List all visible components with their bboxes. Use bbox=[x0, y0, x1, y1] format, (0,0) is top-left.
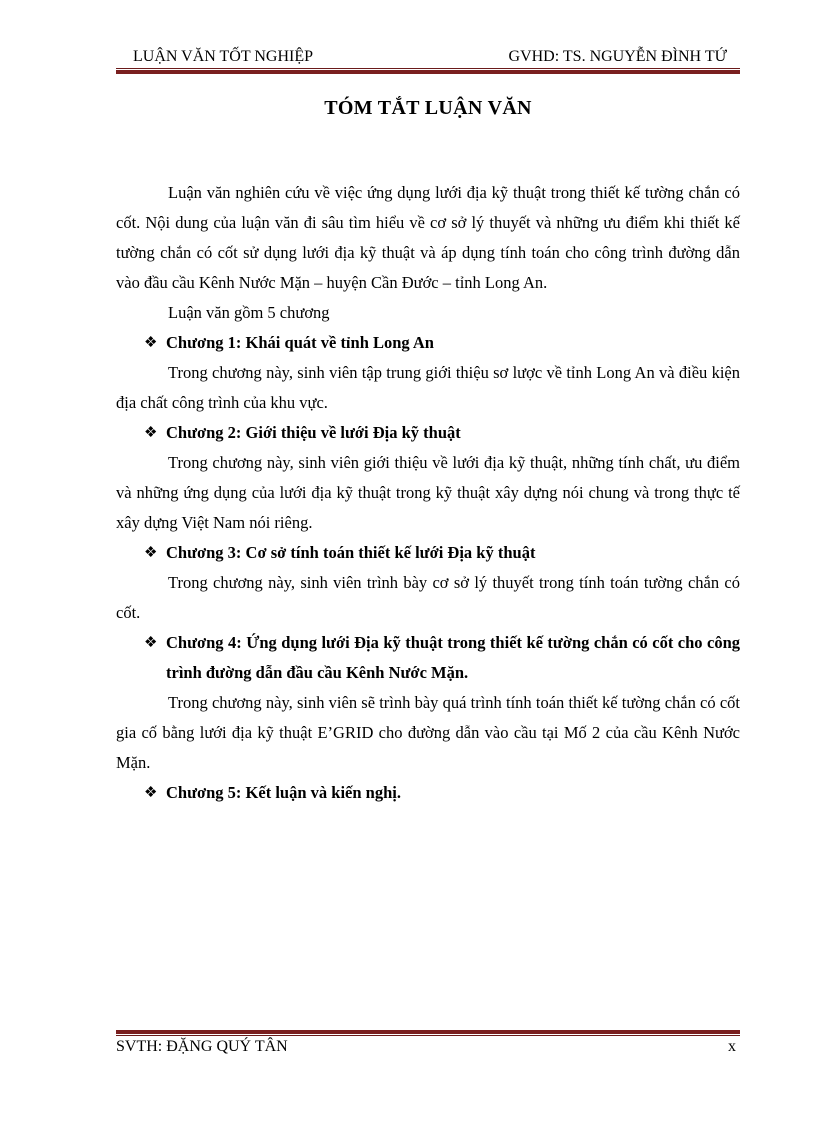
header-left: LUẬN VĂN TỐT NGHIỆP bbox=[133, 48, 313, 65]
header-rule-thick bbox=[116, 70, 740, 74]
chapter-heading: Chương 4: Ứng dụng lưới Địa kỹ thuật trong thiết kế tường chắn có cốt cho công trình đường dẫn đầu cầu Kênh Nước Mặn. bbox=[166, 633, 740, 682]
page-header bbox=[116, 48, 740, 68]
chapter-1-heading bbox=[116, 328, 740, 358]
footer-rule-thin bbox=[116, 1035, 740, 1036]
summary-body bbox=[116, 178, 740, 808]
diamond-bullet-icon: ❖ bbox=[144, 335, 158, 351]
footer-author: SVTH: ĐẶNG QUÝ TÂN bbox=[116, 1038, 288, 1055]
chapter-heading: Chương 5: Kết luận và kiến nghị. bbox=[166, 783, 401, 802]
page-number: x bbox=[728, 1038, 736, 1055]
diamond-bullet-icon: ❖ bbox=[144, 545, 158, 561]
chapter-heading: Chương 2: Giới thiệu về lưới Địa kỹ thuật bbox=[166, 423, 461, 442]
chapter-2-heading bbox=[116, 418, 740, 448]
chapters-count: Luận văn gồm 5 chương bbox=[168, 303, 330, 322]
footer-rule-thick bbox=[116, 1030, 740, 1034]
chapter-2-text: Trong chương này, sinh viên giới thiệu về lưới địa kỹ thuật, những tính chất, ưu điểm và những ứng dụng của lưới địa kỹ thuật trong kỹ thuật xây dựng nói chung và trong thực tế xây dựng Việt Nam nói riêng. bbox=[116, 453, 740, 532]
chapter-4-heading bbox=[116, 628, 740, 688]
intro-paragraph: Luận văn nghiên cứu về việc ứng dụng lưới địa kỹ thuật trong thiết kế tường chắn có cốt. Nội dung của luận văn đi sâu tìm hiểu về cơ sở lý thuyết và những ưu điểm khi thiết kế tường chắn có cốt sử dụng lưới địa kỹ thuật và áp dụng tính toán cho công trình đường dẫn vào đầu cầu Kênh Nước Mặn – huyện Cần Đước – tỉnh Long An. bbox=[116, 183, 740, 292]
chapter-5-heading bbox=[116, 778, 740, 808]
chapter-3-text: Trong chương này, sinh viên trình bày cơ sở lý thuyết trong tính toán tường chắn có cốt. bbox=[116, 573, 740, 622]
chapter-heading: Chương 3: Cơ sở tính toán thiết kế lưới Địa kỹ thuật bbox=[166, 543, 536, 562]
chapter-4-text: Trong chương này, sinh viên sẽ trình bày quá trình tính toán thiết kế tường chắn có cốt gia cố bằng lưới địa kỹ thuật E’GRID cho đường dẫn vào cầu tại Mố 2 của cầu Kênh Nước Mặn. bbox=[116, 693, 740, 772]
chapter-heading: Chương 1: Khái quát về tỉnh Long An bbox=[166, 333, 434, 352]
chapter-1-text: Trong chương này, sinh viên tập trung giới thiệu sơ lược về tỉnh Long An và điều kiện địa chất công trình của khu vực. bbox=[116, 363, 740, 412]
header-right: GVHD: TS. NGUYỄN ĐÌNH TỨ bbox=[508, 48, 727, 65]
diamond-bullet-icon: ❖ bbox=[144, 785, 158, 801]
page-title: TÓM TẮT LUẬN VĂN bbox=[324, 97, 532, 119]
diamond-bullet-icon: ❖ bbox=[144, 425, 158, 441]
header-rule-thin bbox=[116, 68, 740, 69]
chapter-3-heading bbox=[116, 538, 740, 568]
diamond-bullet-icon: ❖ bbox=[144, 635, 158, 651]
